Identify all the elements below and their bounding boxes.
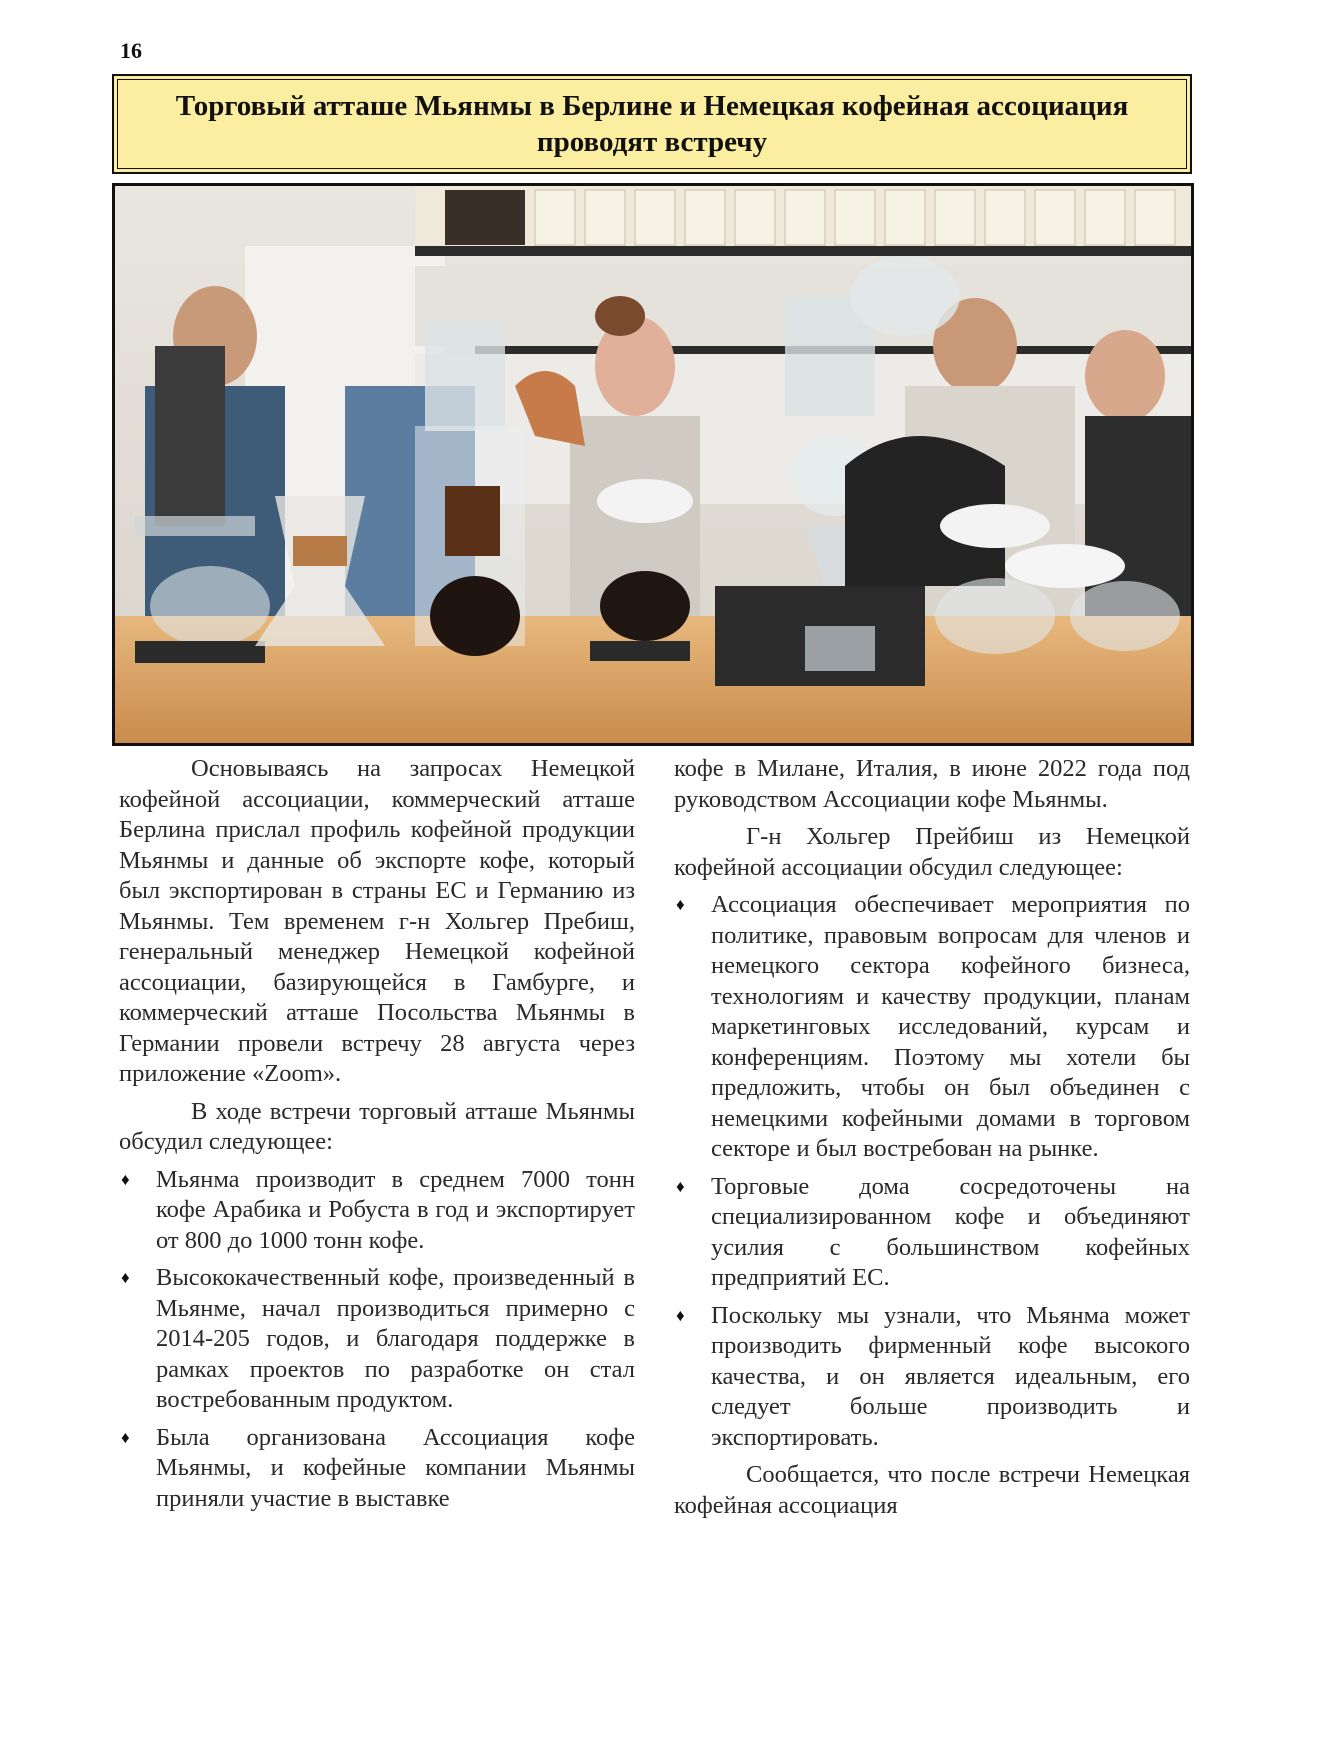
bullet-list [119, 1165, 635, 1515]
bullet-list [674, 890, 1190, 1453]
paragraph: Основываясь на запросах Немецкой кофейной ассоциации, коммерческий атташе Берлина прислал профиль кофейной продукции Мьянмы и данные об экспорте кофе, который был экспортирован в страны ЕС и Германию из Мьянмы. Тем временем г-н Хольгер Пребиш, генеральный менеджер Немецкой кофейной ассоциации, базирующейся в Гамбурге, и коммерческий атташе Посольства Мьянмы в Германии провели встречу 28 августа через приложение «Zoom». [119, 755, 635, 1087]
paragraph: Г-н Хольгер Прейбиш из Немецкой кофейной ассоциации обсудил следующее: [674, 823, 1190, 881]
list-item-text: Была организована Ассоциация кофе Мьянмы, и кофейные компании Мьянмы приняли участие в выставке [156, 1423, 635, 1512]
list-item [674, 1301, 1190, 1454]
article-title: Торговый атташе Мьянмы в Берлине и Немецкая кофейная ассоциация проводят встречу [175, 90, 1129, 158]
paragraph: В ходе встречи торговый атташе Мьянмы обсудил следующее: [119, 1097, 635, 1155]
list-item-text: Торговые дома сосредоточены на специализированном кофе и объединяют усилия с большинством кофейных предприятий ЕС. [711, 1172, 1190, 1291]
right-column [674, 754, 1190, 1528]
list-item-text: Высококачественный кофе, произведенный в Мьянме, начал производиться примерно с 2014-205 годов, и благодаря поддержке в рамках проектов по разработке он стал востребованным продуктом. [156, 1264, 635, 1413]
paragraph: Сообщается, что после встречи Немецкая кофейная ассоциация [674, 1461, 1190, 1519]
diamond-bullet-icon: ♦ [676, 1305, 685, 1325]
list-item [674, 890, 1190, 1165]
left-column [119, 754, 635, 1521]
list-item-text: Ассоциация обеспечивает мероприятия по политике, правовым вопросам для членов и немецкого сектора кофейного бизнеса, технологиям и качеству продукции, планам маркетинговых исследований, курсам и конференциям. Поэтому мы хотели бы предложить, чтобы он был объединен с немецкими кофейными домами в торговом секторе и был востребован на рынке. [711, 891, 1190, 1162]
list-item [119, 1423, 635, 1515]
diamond-bullet-icon: ♦ [121, 1427, 130, 1447]
list-item-text: Мьянма производит в среднем 7000 тонн кофе Арабика и Робуста в год и экспортирует от 800 до 1000 тонн кофе. [156, 1165, 635, 1254]
title-banner [112, 74, 1192, 174]
list-item [119, 1263, 635, 1416]
cafe-baristas-photo [115, 186, 1191, 743]
diamond-bullet-icon: ♦ [121, 1169, 130, 1189]
diamond-bullet-icon: ♦ [676, 895, 685, 914]
list-item-text: Поскольку мы узнали, что Мьянма может производить фирменный кофе высокого качества, и он является идеальным, его следует больше производить и экспортировать. [711, 1301, 1190, 1451]
paragraph-continued: кофе в Милане, Италия, в июне 2022 года под руководством Ассоциации кофе Мьянмы. [674, 755, 1190, 813]
article-photo [112, 183, 1194, 746]
list-item [674, 1172, 1190, 1294]
diamond-bullet-icon: ♦ [676, 1176, 685, 1196]
diamond-bullet-icon: ♦ [121, 1268, 130, 1287]
page-number: 16 [120, 38, 142, 63]
list-item [119, 1165, 635, 1257]
